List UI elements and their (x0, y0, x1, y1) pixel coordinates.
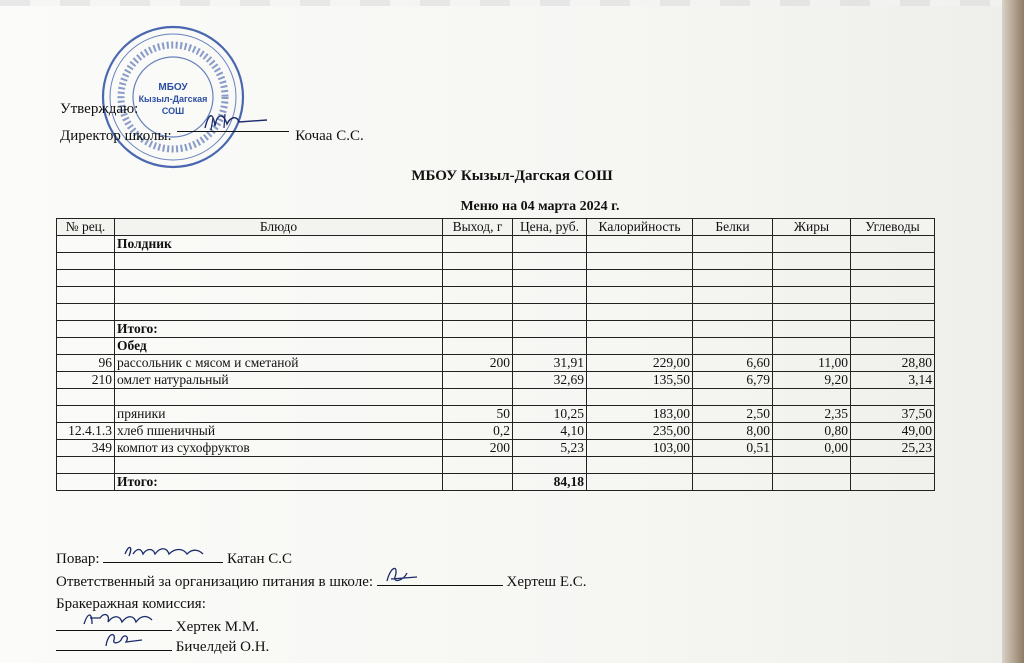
cell-proteins (693, 287, 773, 304)
cell-rec (57, 304, 115, 321)
cell-price: 32,69 (513, 372, 587, 389)
cell-proteins (693, 389, 773, 406)
cell-output (443, 304, 513, 321)
cell-output (443, 321, 513, 338)
cell-calories: 235,00 (587, 423, 693, 440)
member2-signature-line (56, 636, 172, 651)
cell-carbs: 37,50 (851, 406, 935, 423)
member1-signature-line (56, 616, 172, 631)
cook-name: Катан С.С (227, 551, 293, 567)
cell-calories (587, 236, 693, 253)
cell-fats: 2,35 (773, 406, 851, 423)
cell-proteins: 8,00 (693, 423, 773, 440)
cell-carbs (851, 338, 935, 355)
cell-fats (773, 270, 851, 287)
cell-output (443, 474, 513, 491)
cell-proteins (693, 321, 773, 338)
cell-output (443, 287, 513, 304)
cell-fats: 0,80 (773, 423, 851, 440)
cell-output: 200 (443, 440, 513, 457)
cell-proteins (693, 236, 773, 253)
cell-price: 5,23 (513, 440, 587, 457)
table-row (57, 440, 935, 457)
cell-rec (57, 321, 115, 338)
table-row (57, 253, 935, 270)
member1-signature (56, 610, 172, 630)
cell-price (513, 457, 587, 474)
header-proteins: Белки (693, 219, 773, 236)
cell-output (443, 372, 513, 389)
cell-price: 84,18 (513, 474, 587, 491)
stamp-text-2: Кызыл-Дагская (138, 94, 208, 104)
cell-dish: хлеб пшеничный (115, 423, 443, 440)
table-row (57, 457, 935, 474)
cell-output (443, 389, 513, 406)
table-body (57, 236, 935, 491)
cell-dish (115, 457, 443, 474)
cell-price (513, 389, 587, 406)
cell-carbs (851, 236, 935, 253)
cell-output (443, 457, 513, 474)
cell-carbs (851, 474, 935, 491)
table-row (57, 270, 935, 287)
table-header-row (57, 219, 935, 236)
cell-output (443, 270, 513, 287)
cell-proteins (693, 474, 773, 491)
cell-fats (773, 287, 851, 304)
cell-price: 10,25 (513, 406, 587, 423)
cell-carbs (851, 457, 935, 474)
cell-calories (587, 474, 693, 491)
responsible-line (56, 571, 587, 591)
page-top-edge (0, 0, 1024, 6)
cell-dish: Обед (115, 338, 443, 355)
cell-calories (587, 457, 693, 474)
stamp-text-3: СОШ (161, 106, 185, 116)
cell-fats (773, 389, 851, 406)
cell-fats: 9,20 (773, 372, 851, 389)
cell-price (513, 287, 587, 304)
table-row (57, 321, 935, 338)
cell-carbs: 49,00 (851, 423, 935, 440)
cell-dish (115, 270, 443, 287)
cell-fats (773, 253, 851, 270)
cell-dish (115, 287, 443, 304)
cell-proteins (693, 304, 773, 321)
cell-output (443, 338, 513, 355)
cell-price (513, 321, 587, 338)
cell-dish: омлет натуральный (115, 372, 443, 389)
cell-calories (587, 338, 693, 355)
table-row (57, 304, 935, 321)
cell-rec (57, 236, 115, 253)
responsible-signature-line (377, 571, 503, 586)
responsible-label: Ответственный за организацию питания в школе: (56, 574, 374, 590)
cell-carbs (851, 304, 935, 321)
cell-carbs (851, 321, 935, 338)
table-row (57, 287, 935, 304)
cell-dish: Итого: (115, 474, 443, 491)
cell-dish: Итого: (115, 321, 443, 338)
school-title: МБОУ Кызыл-Дагская СОШ (411, 168, 613, 184)
cell-output: 0,2 (443, 423, 513, 440)
director-label: Директор школы: (60, 128, 172, 144)
header-price: Цена, руб. (513, 219, 587, 236)
cell-carbs (851, 287, 935, 304)
cell-price (513, 270, 587, 287)
header-rec: № рец. (57, 219, 115, 236)
cell-dish (115, 253, 443, 270)
member2-name: Бичелдей О.Н. (175, 639, 270, 655)
cell-proteins (693, 457, 773, 474)
cell-dish (115, 389, 443, 406)
cell-output: 50 (443, 406, 513, 423)
cell-dish: Полдник (115, 236, 443, 253)
cell-proteins: 6,79 (693, 372, 773, 389)
cell-proteins (693, 253, 773, 270)
cell-dish: рассольник с мясом и сметаной (115, 355, 443, 372)
cell-rec (57, 474, 115, 491)
table-row (57, 372, 935, 389)
table-row (57, 423, 935, 440)
header-dish: Блюдо (115, 219, 443, 236)
cell-rec (57, 270, 115, 287)
cell-output: 200 (443, 355, 513, 372)
cell-rec (57, 338, 115, 355)
cell-price: 4,10 (513, 423, 587, 440)
cook-label: Повар: (56, 551, 100, 567)
header-calories: Калорийность (587, 219, 693, 236)
cell-rec (57, 457, 115, 474)
cell-price (513, 253, 587, 270)
cell-proteins (693, 270, 773, 287)
table-row (57, 389, 935, 406)
cell-carbs (851, 389, 935, 406)
cell-carbs: 3,14 (851, 372, 935, 389)
cell-price (513, 236, 587, 253)
cell-calories: 229,00 (587, 355, 693, 372)
cook-signature-line (103, 548, 223, 563)
director-signature-line (177, 118, 289, 132)
cell-carbs (851, 253, 935, 270)
cell-carbs: 28,80 (851, 355, 935, 372)
member1-name: Хертек М.М. (175, 619, 259, 635)
cell-rec: 210 (57, 372, 115, 389)
cell-calories (587, 389, 693, 406)
table-row (57, 355, 935, 372)
cell-calories (587, 270, 693, 287)
cell-rec (57, 406, 115, 423)
menu-title: Меню на 04 марта 2024 г. (460, 199, 620, 214)
cell-price: 31,91 (513, 355, 587, 372)
responsible-name: Хертеш Е.С. (506, 574, 587, 590)
header-carbs: Углеводы (851, 219, 935, 236)
table-row (57, 338, 935, 355)
cell-rec: 349 (57, 440, 115, 457)
cell-calories (587, 321, 693, 338)
member2-line (56, 636, 269, 656)
school-stamp (98, 22, 248, 172)
cell-fats: 11,00 (773, 355, 851, 372)
approval-block (60, 100, 364, 145)
director-name: Кочаа С.С. (295, 128, 364, 144)
cell-fats (773, 304, 851, 321)
cell-calories: 103,00 (587, 440, 693, 457)
cell-output (443, 236, 513, 253)
desk-edge (1002, 0, 1024, 663)
table-row (57, 236, 935, 253)
cell-fats (773, 474, 851, 491)
cell-calories (587, 287, 693, 304)
commission-label: Бракеражная комиссия: (56, 596, 206, 612)
cell-rec: 96 (57, 355, 115, 372)
cell-fats (773, 338, 851, 355)
cell-dish (115, 304, 443, 321)
table-row (57, 406, 935, 423)
cell-carbs: 25,23 (851, 440, 935, 457)
cell-dish: пряники (115, 406, 443, 423)
menu-table (56, 218, 935, 491)
member2-signature (56, 630, 172, 650)
cell-rec (57, 253, 115, 270)
cell-fats (773, 236, 851, 253)
director-signature (177, 110, 289, 132)
approved-label: Утверждаю: (60, 101, 139, 117)
cell-proteins: 0,51 (693, 440, 773, 457)
cook-signature (103, 542, 223, 562)
cell-proteins: 6,60 (693, 355, 773, 372)
director-line (60, 118, 364, 145)
cell-output (443, 253, 513, 270)
cell-price (513, 304, 587, 321)
cell-rec: 12.4.1.3 (57, 423, 115, 440)
cell-proteins (693, 338, 773, 355)
responsible-signature (377, 565, 503, 587)
cell-calories: 183,00 (587, 406, 693, 423)
cook-line (56, 548, 292, 568)
header-fats: Жиры (773, 219, 851, 236)
cell-fats (773, 457, 851, 474)
cell-calories: 135,50 (587, 372, 693, 389)
table-row (57, 474, 935, 491)
stamp-text-1: МБОУ (158, 82, 188, 93)
cell-price (513, 338, 587, 355)
cell-fats (773, 321, 851, 338)
cell-carbs (851, 270, 935, 287)
header-output: Выход, г (443, 219, 513, 236)
cell-rec (57, 287, 115, 304)
cell-rec (57, 389, 115, 406)
cell-proteins: 2,50 (693, 406, 773, 423)
cell-calories (587, 304, 693, 321)
cell-fats: 0,00 (773, 440, 851, 457)
cell-calories (587, 253, 693, 270)
cell-dish: компот из сухофруктов (115, 440, 443, 457)
